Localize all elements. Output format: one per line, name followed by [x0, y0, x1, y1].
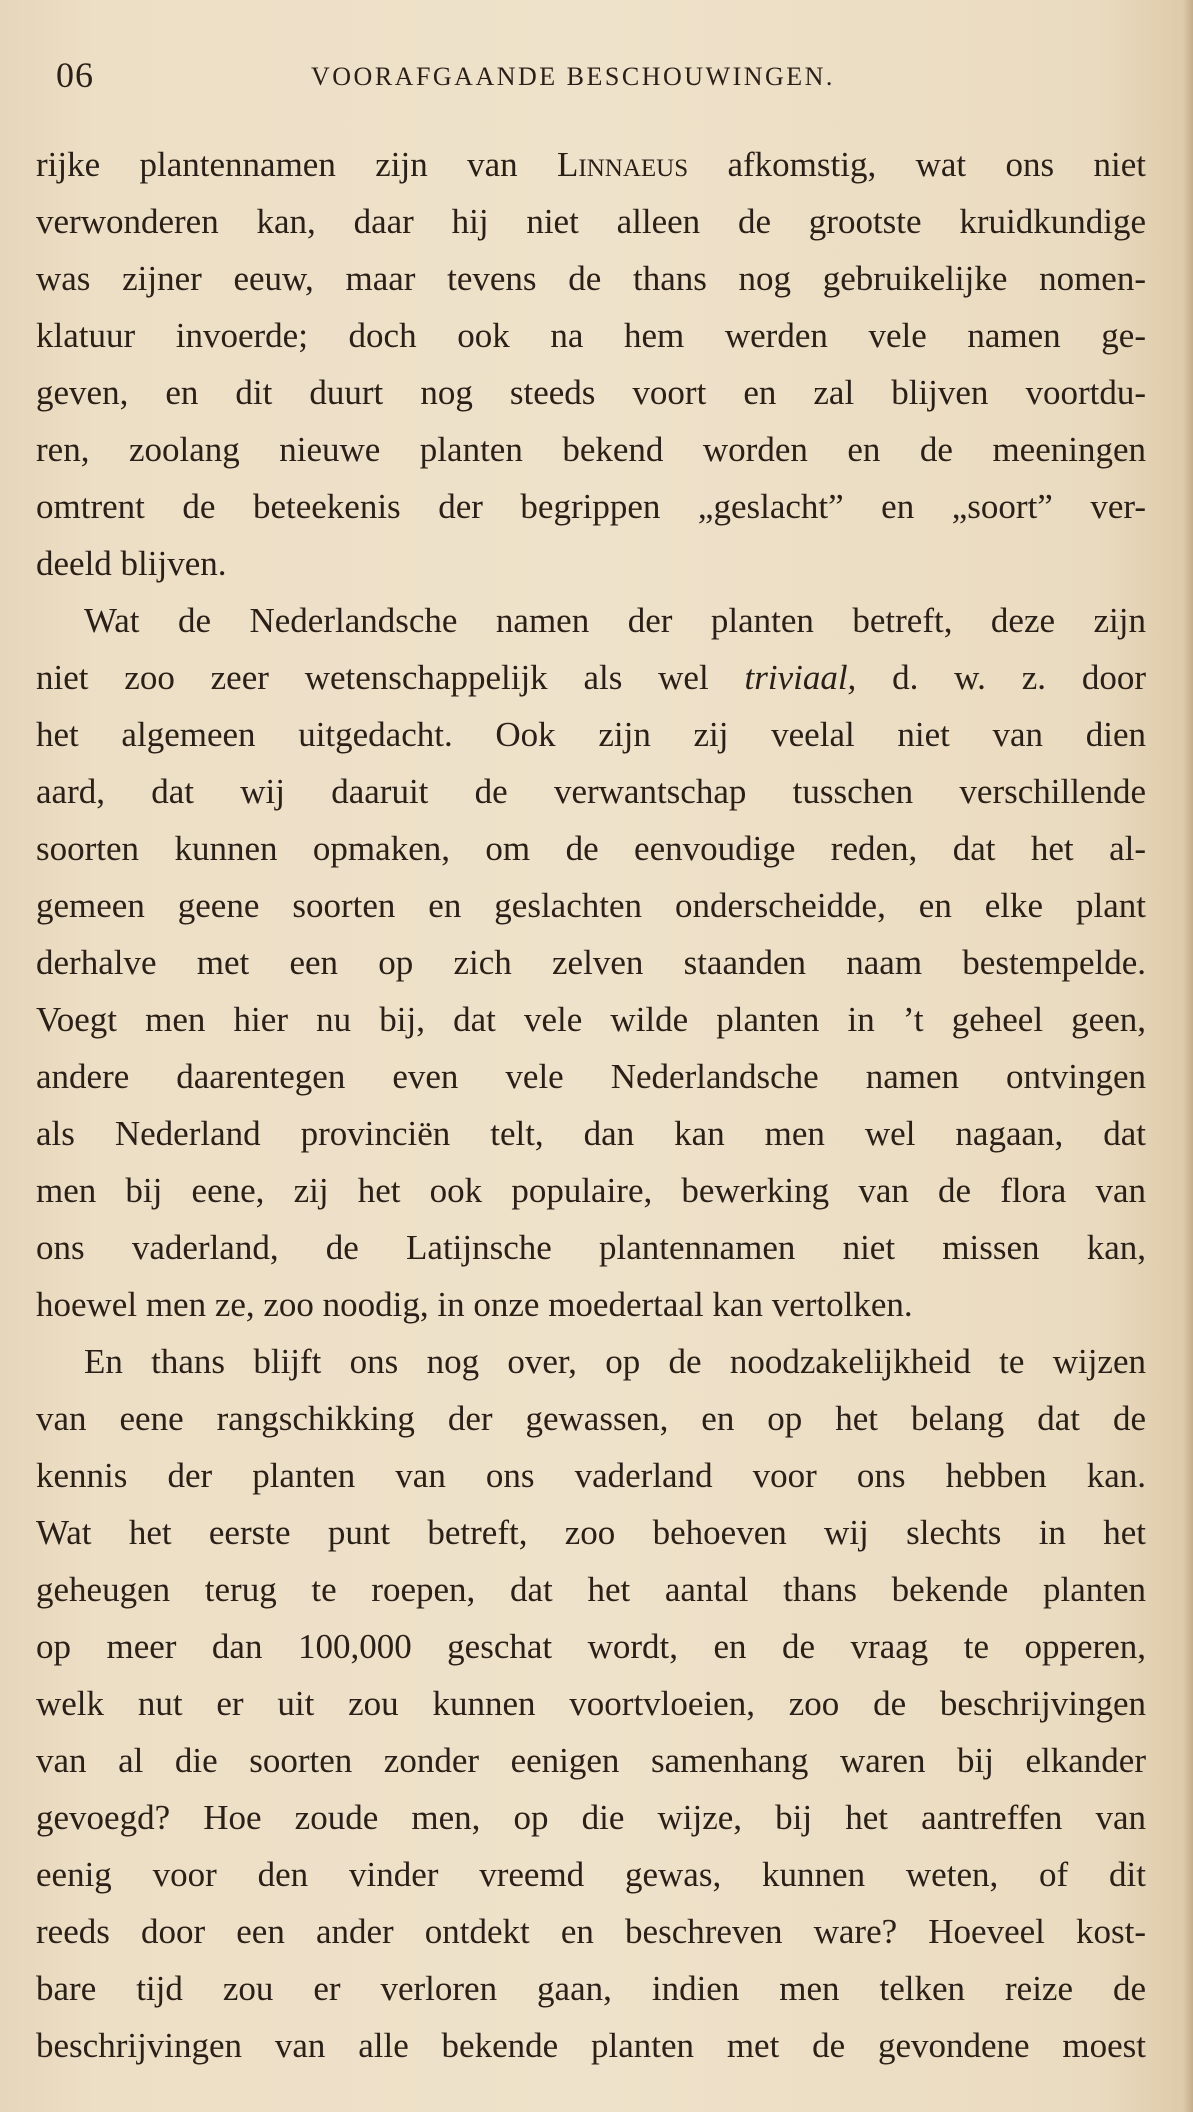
text-segment: niet zoo zeer wetenschappelijk als wel [36, 658, 745, 697]
text-segment: andere daarentegen even vele Nederlandsche namen ontvingen [36, 1057, 1146, 1096]
text-line [36, 1789, 1146, 1846]
text-segment: omtrent de beteekenis der begrippen „geslacht” en „soort” ver- [36, 487, 1146, 526]
text-line [36, 1105, 1146, 1162]
body-text [36, 136, 1146, 2074]
text-line [36, 1903, 1146, 1960]
text-line [36, 1561, 1146, 1618]
text-segment: welk nut er uit zou kunnen voortvloeien, zoo de beschrijvingen [36, 1684, 1146, 1723]
text-line [36, 136, 1146, 193]
text-segment: kennis der planten van ons vaderland voor ons hebben kan. [36, 1456, 1146, 1495]
text-line [36, 592, 1146, 649]
text-segment: derhalve met een op zich zelven staanden naam bestempelde. [36, 943, 1146, 982]
text-segment: beschrijvingen van alle bekende planten met de gevondene moest [36, 2026, 1146, 2065]
text-segment: hoewel men ze, zoo noodig, in onze moedertaal kan vertolken. [36, 1285, 913, 1324]
text-line [36, 649, 1146, 706]
text-segment: het algemeen uitgedacht. Ook zijn zij veelal niet van dien [36, 715, 1146, 754]
text-line [36, 706, 1146, 763]
paragraph [36, 592, 1146, 1333]
text-segment: van eene rangschikking der gewassen, en op het belang dat de [36, 1399, 1146, 1438]
text-line [36, 1447, 1146, 1504]
text-segment: soorten kunnen opmaken, om de eenvoudige reden, dat het al- [36, 829, 1146, 868]
text-segment: En thans blijft ons nog over, op de noodzakelijkheid te wijzen [84, 1342, 1146, 1381]
text-line [36, 2017, 1146, 2074]
text-segment: Wat de Nederlandsche namen der planten betreft, deze zijn [84, 601, 1146, 640]
text-line [36, 307, 1146, 364]
text-line [36, 1618, 1146, 1675]
text-segment: ons vaderland, de Latijnsche plantennamen niet missen kan, [36, 1228, 1146, 1267]
text-line [36, 535, 1146, 592]
text-line [36, 1960, 1146, 2017]
text-line [36, 364, 1146, 421]
page-edge-shadow [1183, 0, 1193, 2112]
text-segment: gemeen geene soorten en geslachten onderscheidde, en elke plant [36, 886, 1146, 925]
text-line [36, 934, 1146, 991]
text-segment: Voegt men hier nu bij, dat vele wilde planten in ’t geheel geen, [36, 1000, 1146, 1039]
page-number: 06 [56, 55, 94, 95]
text-line [36, 877, 1146, 934]
text-segment: geheugen terug te roepen, dat het aantal thans bekende planten [36, 1570, 1146, 1609]
text-line [36, 1504, 1146, 1561]
text-line [36, 1390, 1146, 1447]
running-head: VOORAFGAANDE BESCHOUWINGEN. [311, 62, 835, 91]
text-line [36, 1675, 1146, 1732]
text-segment: Wat het eerste punt betreft, zoo behoeven wij slechts in het [36, 1513, 1146, 1552]
text-line [36, 991, 1146, 1048]
text-line [36, 1276, 1146, 1333]
text-line [36, 1048, 1146, 1105]
text-segment: rijke plantennamen zijn van [36, 145, 557, 184]
text-segment: deeld blijven. [36, 544, 227, 583]
text-line [36, 820, 1146, 877]
text-segment: van al die soorten zonder eenigen samenhang waren bij elkander [36, 1741, 1146, 1780]
italic-term: triviaal, [744, 658, 857, 697]
paragraph [36, 1333, 1146, 2074]
text-segment: gevoegd? Hoe zoude men, op die wijze, bij het aantreffen van [36, 1798, 1146, 1837]
text-segment: geven, en dit duurt nog steeds voort en zal blijven voortdu- [36, 373, 1146, 412]
text-segment: ren, zoolang nieuwe planten bekend worden en de meeningen [36, 430, 1146, 469]
text-line [36, 478, 1146, 535]
text-segment: als Nederland provinciën telt, dan kan men wel nagaan, dat [36, 1114, 1146, 1153]
text-segment: afkomstig, wat ons niet [688, 145, 1146, 184]
text-line [36, 1333, 1146, 1390]
text-segment: d. w. z. door [856, 658, 1146, 697]
page-header [36, 50, 1156, 100]
text-segment: eenig voor den vinder vreemd gewas, kunnen weten, of dit [36, 1855, 1146, 1894]
text-segment: verwonderen kan, daar hij niet alleen de grootste kruidkundige [36, 202, 1146, 241]
text-segment: op meer dan 100,000 geschat wordt, en de vraag te opperen, [36, 1627, 1146, 1666]
text-segment: men bij eene, zij het ook populaire, bewerking van de flora van [36, 1171, 1146, 1210]
text-segment: aard, dat wij daaruit de verwantschap tusschen verschillende [36, 772, 1146, 811]
text-segment: bare tijd zou er verloren gaan, indien men telken reize de [36, 1969, 1146, 2008]
small-caps-name: Linnaeus [557, 145, 689, 184]
text-segment: was zijner eeuw, maar tevens de thans nog gebruikelijke nomen- [36, 259, 1146, 298]
text-line [36, 250, 1146, 307]
text-line [36, 1846, 1146, 1903]
text-segment: klatuur invoerde; doch ook na hem werden vele namen ge- [36, 316, 1146, 355]
text-line [36, 763, 1146, 820]
text-line [36, 421, 1146, 478]
text-line [36, 1162, 1146, 1219]
text-line [36, 1219, 1146, 1276]
text-line [36, 193, 1146, 250]
paragraph [36, 136, 1146, 592]
text-segment: reeds door een ander ontdekt en beschreven ware? Hoeveel kost- [36, 1912, 1146, 1951]
text-line [36, 1732, 1146, 1789]
